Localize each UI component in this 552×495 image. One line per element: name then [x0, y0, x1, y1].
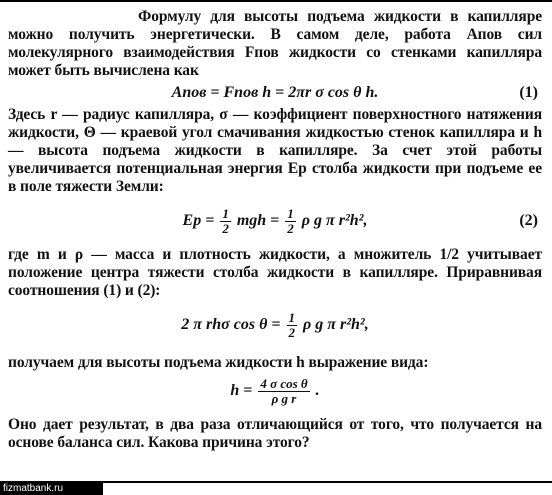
- formula-2-right: ρ g π r²h²,: [301, 212, 368, 229]
- formula-3-fraction-num: 1: [288, 309, 296, 325]
- formula-2-fraction-b-den: 2: [287, 220, 294, 236]
- formula-4-left: h =: [230, 382, 253, 399]
- formula-2-fraction-b-num: 1: [287, 205, 294, 221]
- formula-2-fraction-a-den: 2: [222, 220, 229, 236]
- formula-3-fraction-den: 2: [288, 324, 296, 340]
- formula-3-right: ρ g π r²h²,: [303, 316, 369, 333]
- formula-2: [8, 202, 542, 240]
- formula-2-fraction-a: [220, 207, 231, 236]
- formula-4-fraction: [258, 377, 309, 406]
- formula-1-expression: Aпов = Fпов h = 2πr σ cos θ h.: [171, 84, 379, 101]
- formula-2-middle: mgh =: [236, 212, 280, 229]
- formula-3-fraction: [287, 311, 298, 340]
- formula-3: [8, 306, 542, 344]
- formula-2-left: Ep =: [182, 212, 215, 229]
- formula-2-fraction-b: [285, 207, 296, 236]
- formula-4-fraction-den: ρ g r: [271, 390, 297, 406]
- formula-4: [8, 372, 542, 410]
- formula-1-number: (1): [519, 84, 538, 101]
- formula-2-fraction-a-num: 1: [222, 205, 229, 221]
- formula-4-fraction-num: 4 σ cos θ: [260, 375, 308, 391]
- formula-3-left: 2 π rhσ cos θ =: [181, 316, 281, 333]
- paragraph-definitions: Здесь r — радиус капилляра, σ — коэффициент поверхностного натяжения жидкости, Θ — краевой угол смачивания жидкостью стенок капилляра и h — высота подъема жидкости в капилляре. За счет этой работы увеличивается потенциальная энергия Ep столба жидкости при подъеме ее в поле тяжести Земли:: [8, 106, 542, 195]
- formula-2-expression: [8, 202, 542, 240]
- formula-1: [8, 80, 542, 106]
- formula-3-expression: [8, 306, 542, 344]
- site-watermark: fizmatbank.ru: [0, 483, 103, 495]
- paragraph-mass-density: где m и ρ — масса и плотность жидкости, а множитель 1/2 учитывает положение центра тяжести столба жидкости в капилляре. Приравнивая соотношения (1) и (2):: [8, 246, 542, 299]
- formula-4-expression: [8, 372, 542, 410]
- formula-2-number: (2): [519, 212, 538, 229]
- paragraph-question: Оно дает результат, в два раза отличающийся от того, что получается на основе баланса сил. Какова причина этого?: [8, 416, 542, 451]
- paragraph-intro: Формулу для высоты подъема жидкости в капилляре можно получить энергетически. В самом деле, работа Aпов сил молекулярного взаимодействия Fпов жидкости со стенками капилляра может быть вычислена как: [8, 8, 542, 79]
- paragraph-result-intro: получаем для высоты подъема жидкости h выражение вида:: [8, 354, 429, 371]
- formula-4-end: .: [315, 382, 320, 399]
